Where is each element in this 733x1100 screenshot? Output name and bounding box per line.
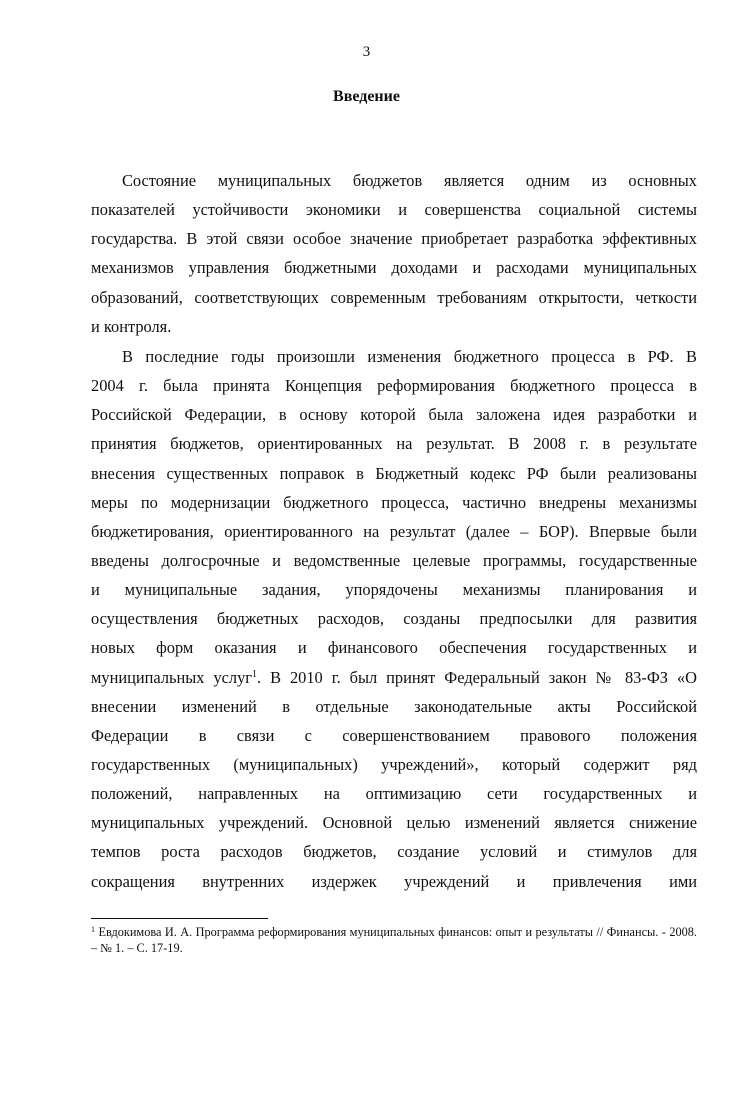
text-line: механизмов управления бюджетными доходами и расходами муниципальных <box>91 258 697 278</box>
footnote-text: Евдокимова И. А. Программа реформирования муниципальных финансов: опыт и результаты // Финансы. - 2008. <box>98 925 698 939</box>
page-number: 3 <box>362 44 371 60</box>
text-line: В последние годы произошли изменения бюджетного процесса в РФ. В <box>122 347 697 366</box>
text-line: показателей устойчивости экономики и совершенства социальной системы <box>91 200 697 220</box>
text-line: государственных (муниципальных) учреждений», который содержит ряд <box>91 754 697 774</box>
text-line: образований, соответствующих современным требованиям открытости, четкости <box>91 287 697 307</box>
text-line: муниципальных учреждений. Основной целью изменений является снижение <box>91 813 697 833</box>
text-line: внесении изменений в отдельные законодательные акты Российской <box>91 696 697 716</box>
text-line: новых форм оказания и финансового обеспечения государственных и <box>91 638 697 658</box>
text-line: меры по модернизации бюджетного процесса, частично внедрены механизмы <box>91 492 697 512</box>
text-line: темпов роста расходов бюджетов, создание условий и стимулов для <box>91 842 697 862</box>
text-line: Федерации в связи с совершенствованием правового положения <box>91 725 697 745</box>
page-title: Введение <box>333 88 400 105</box>
text-segment: муниципальных услуг <box>91 667 253 687</box>
text-line: положений, направленных на оптимизацию сети государственных и <box>91 784 697 804</box>
paragraph-intro <box>91 166 697 341</box>
text-line: государства. В этой связи особое значение приобретает разработка эффективных <box>91 229 697 249</box>
text-line-with-footnote <box>91 663 697 692</box>
text-line: внесения существенных поправок в Бюджетный кодекс РФ были реализованы <box>91 463 697 483</box>
text-line: и контроля. <box>91 316 172 336</box>
text-line: введены долгосрочные и ведомственные целевые программы, государственные <box>91 550 697 570</box>
text-line: принятия бюджетов, ориентированных на результат. В 2008 г. в результате <box>91 434 697 454</box>
text-line: бюджетирования, ориентированного на результат (далее – БОР). Впервые были <box>91 521 697 541</box>
text-segment: . В 2010 г. был принят Федеральный закон № 83-ФЗ «О <box>257 667 697 687</box>
footnote-line <box>91 924 697 940</box>
text-line: сокращения внутренних издержек учреждений и привлечения ими <box>91 871 697 891</box>
text-line: Состояние муниципальных бюджетов является одним из основных <box>122 171 697 190</box>
footnote-reference[interactable]: 1 <box>252 668 258 680</box>
paragraph-budget-reform <box>91 342 697 896</box>
text-line: осуществления бюджетных расходов, созданы предпосылки для развития <box>91 609 697 629</box>
text-line: и муниципальные задания, упорядочены механизмы планирования и <box>91 580 697 600</box>
footnote-mark: 1 <box>91 925 95 934</box>
footnote-separator <box>91 918 268 919</box>
text-line: Российской Федерации, в основу которой была заложена идея разработки и <box>91 405 697 425</box>
footnote-line: – № 1. – С. 17-19. <box>91 941 183 955</box>
footnote <box>91 924 697 956</box>
text-line: 2004 г. была принята Концепция реформирования бюджетного процесса в <box>91 376 697 396</box>
